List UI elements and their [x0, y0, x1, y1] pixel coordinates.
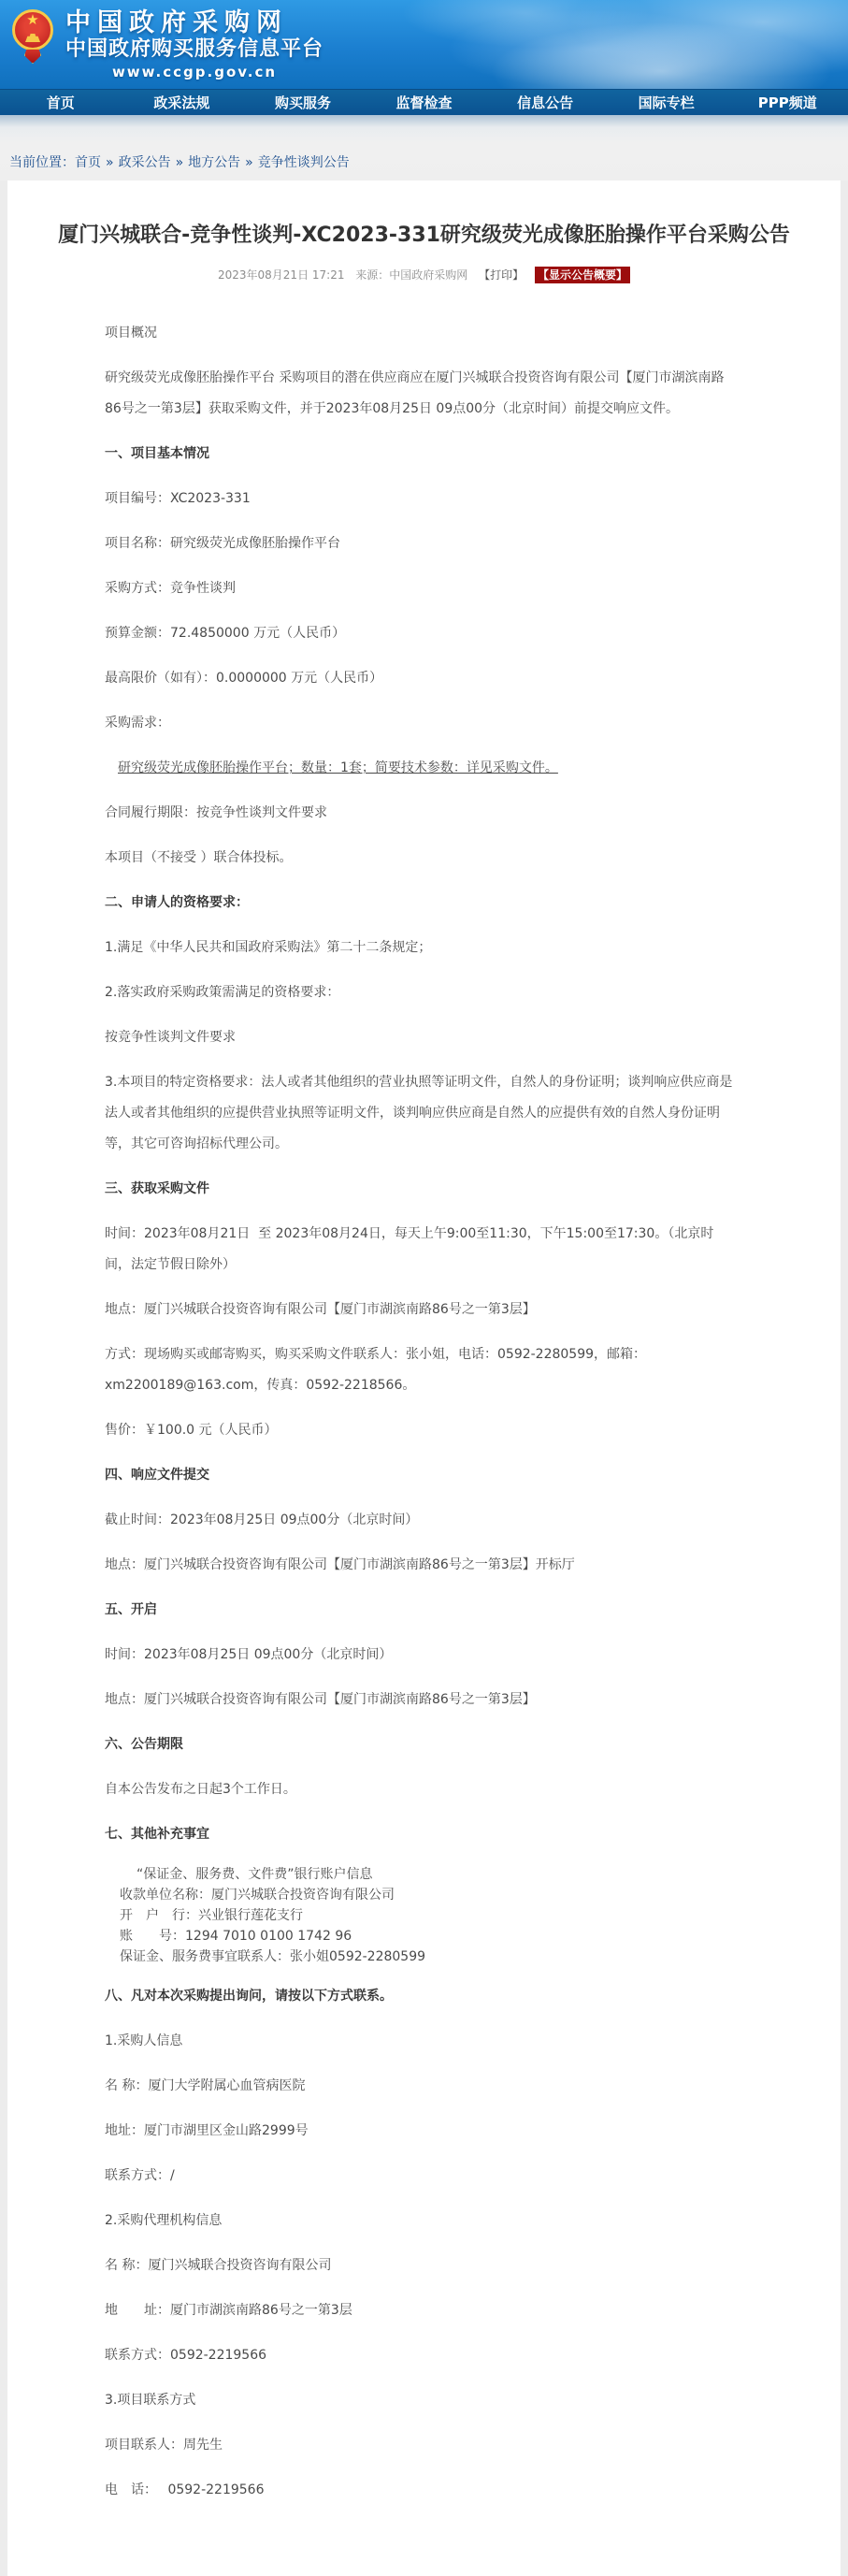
- article-paragraph: 本项目（不接受 ）联合体投标。: [105, 850, 293, 865]
- article-paragraph: 地点：厦门兴城联合投资咨询有限公司【厦门市湖滨南路86号之一第3层】: [105, 1302, 536, 1317]
- print-button[interactable]: 【打印】: [479, 268, 525, 282]
- article-paragraph: 2.落实政府采购政策需满足的资格要求：: [105, 985, 340, 1000]
- article-paragraph: 2.采购代理机构信息: [105, 2213, 223, 2228]
- breadcrumb-separator: »: [175, 155, 184, 170]
- section-heading: 六、公告期限: [105, 1737, 183, 1752]
- article-paragraph: 采购方式：竞争性谈判: [105, 581, 236, 596]
- main-nav: [0, 89, 848, 115]
- article-paragraph: 地址：厦门市湖里区金山路2999号: [105, 2123, 309, 2138]
- article-meta: [7, 267, 841, 282]
- article-paragraph: 3.本项目的特定资格要求：法人或者其他组织的营业执照等证明文件，自然人的身份证明；谈判响应供应商是法人或者其他组织的应提供营业执照等证明文件，谈判响应供应商是自然人的应提供有效的自然人身份证明等，其它可咨询招标代理公司。: [105, 1075, 733, 1151]
- breadcrumb-links: [75, 155, 350, 170]
- source-label: 来源：中国政府采购网: [355, 268, 468, 282]
- article-paragraph: 名 称：厦门兴城联合投资咨询有限公司: [105, 2258, 332, 2273]
- nav-item[interactable]: PPP频道: [757, 94, 817, 111]
- section-heading: 八、凡对本次采购提出询问，请按以下方式联系。: [105, 1989, 393, 2004]
- article-body: [105, 318, 740, 2506]
- article-line: 开 户 行：兴业银行莲花支行: [120, 1908, 303, 1923]
- star-icon: ★: [26, 11, 39, 28]
- bank-account-info-block: [105, 1864, 740, 1967]
- article-paragraph: 研究级荧光成像胚胎操作平台 采购项目的潜在供应商应在厦门兴城联合投资咨询有限公司【厦门市湖滨南路86号之一第3层】获取采购文件，并于2023年08月25日 09点00分（北京时间）前提交响应文件。: [105, 370, 725, 416]
- article-paragraph: 合同履行期限：按竞争性谈判文件要求: [105, 805, 327, 820]
- nav-item[interactable]: 监督检查: [395, 94, 453, 111]
- nav-item[interactable]: 政采法规: [153, 94, 210, 111]
- article-line: 保证金、服务费事宜联系人：张小姐0592-2280599: [120, 1949, 426, 1964]
- article-paragraph: 1.采购人信息: [105, 2033, 183, 2048]
- header-banner: [0, 0, 848, 89]
- national-emblem-icon: [9, 9, 56, 64]
- article-paragraph: 时间：2023年08月25日 09点00分（北京时间）: [105, 1647, 393, 1662]
- article-line: “保证金、服务费、文件费”银行账户信息: [137, 1867, 373, 1882]
- nav-item[interactable]: 购买服务: [274, 94, 331, 111]
- breadcrumb: [9, 152, 848, 171]
- breadcrumb-strip: [0, 115, 848, 181]
- article-paragraph: 项目联系人：周先生: [105, 2438, 223, 2453]
- site-logo: [9, 9, 323, 82]
- page-title: 厦门兴城联合-竞争性谈判-XC2023-331研究级荧光成像胚胎操作平台采购公告: [58, 224, 790, 247]
- article-paragraph: 售价：￥100.0 元（人民币）: [105, 1423, 278, 1438]
- article-paragraph: 方式：现场购买或邮寄购买，购买采购文件联系人：张小姐，电话：0592-2280599，邮箱：xm2200189@163.com，传真：0592-2218566。: [105, 1347, 647, 1393]
- breadcrumb-link[interactable]: 首页: [75, 155, 101, 170]
- nav-item[interactable]: 首页: [46, 94, 75, 111]
- article-paragraph: 地点：厦门兴城联合投资咨询有限公司【厦门市湖滨南路86号之一第3层】开标厅: [105, 1557, 575, 1572]
- section-heading: 四、响应文件提交: [105, 1468, 209, 1483]
- article-paragraph: 3.项目联系方式: [105, 2393, 196, 2408]
- article-paragraph: 联系方式：/: [105, 2168, 175, 2183]
- breadcrumb-separator: »: [245, 155, 253, 170]
- announcement-card: [7, 181, 841, 2576]
- site-title: 中国政府采购网: [65, 8, 288, 37]
- article-paragraph: 地点：厦门兴城联合投资咨询有限公司【厦门市湖滨南路86号之一第3层】: [105, 1692, 536, 1707]
- nav-item[interactable]: 信息公告: [517, 94, 574, 111]
- nav-item[interactable]: 国际专栏: [638, 94, 695, 111]
- breadcrumb-prefix: 当前位置：: [9, 155, 75, 170]
- article-paragraph: 采购需求：: [105, 716, 170, 731]
- article-paragraph: 预算金额：72.4850000 万元（人民币）: [105, 626, 346, 641]
- site-subtitle: 中国政府购买服务信息平台: [65, 37, 324, 61]
- article-paragraph: 最高限价（如有）：0.0000000 万元（人民币）: [105, 671, 383, 686]
- breadcrumb-link[interactable]: 政采公告: [118, 155, 171, 170]
- article-paragraph: 自本公告发布之日起3个工作日。: [105, 1782, 296, 1797]
- section-heading: 五、开启: [105, 1602, 157, 1617]
- article-paragraph: 电 话： 0592-2219566: [105, 2482, 265, 2497]
- article-paragraph: 项目概况: [105, 326, 157, 340]
- section-heading: 七、其他补充事宜: [105, 1827, 209, 1842]
- site-url: www.ccgp.gov.cn: [111, 64, 278, 80]
- section-heading: 三、获取采购文件: [105, 1181, 209, 1196]
- article-paragraph: 截止时间：2023年08月25日 09点00分（北京时间）: [105, 1512, 419, 1527]
- breadcrumb-separator: »: [106, 155, 114, 170]
- article-paragraph: 地 址：厦门市湖滨南路86号之一第3层: [105, 2303, 352, 2318]
- breadcrumb-link[interactable]: 地方公告: [188, 155, 241, 170]
- article-paragraph: 按竞争性谈判文件要求: [105, 1030, 236, 1045]
- article-paragraph: 名 称：厦门大学附属心血管病医院: [105, 2078, 306, 2093]
- article-paragraph: 联系方式：0592-2219566: [105, 2348, 267, 2363]
- article-paragraph: 项目编号：XC2023-331: [105, 491, 251, 506]
- article-paragraph: 研究级荧光成像胚胎操作平台；数量：1套；简要技术参数：详见采购文件。: [118, 760, 558, 775]
- article-paragraph: 时间：2023年08月21日 至 2023年08月24日，每天上午9:00至11:30，下午15:00至17:30。（北京时间，法定节假日除外）: [105, 1226, 714, 1272]
- ribbon-icon: [24, 49, 41, 64]
- breadcrumb-link[interactable]: 竞争性谈判公告: [257, 155, 350, 170]
- show-summary-badge-button[interactable]: 【显示公告概要】: [535, 267, 630, 283]
- section-heading: 一、项目基本情况: [105, 446, 209, 461]
- section-heading: 二、申请人的资格要求：: [105, 895, 249, 910]
- publish-datetime: 2023年08月21日 17:21: [217, 268, 345, 282]
- article-line: 账 号：1294 7010 0100 1742 96: [120, 1929, 352, 1944]
- gate-icon: [25, 34, 40, 42]
- article-line: 收款单位名称：厦门兴城联合投资咨询有限公司: [120, 1888, 395, 1903]
- article-paragraph: 项目名称：研究级荧光成像胚胎操作平台: [105, 536, 340, 551]
- article-paragraph: 1.满足《中华人民共和国政府采购法》第二十二条规定；: [105, 940, 432, 955]
